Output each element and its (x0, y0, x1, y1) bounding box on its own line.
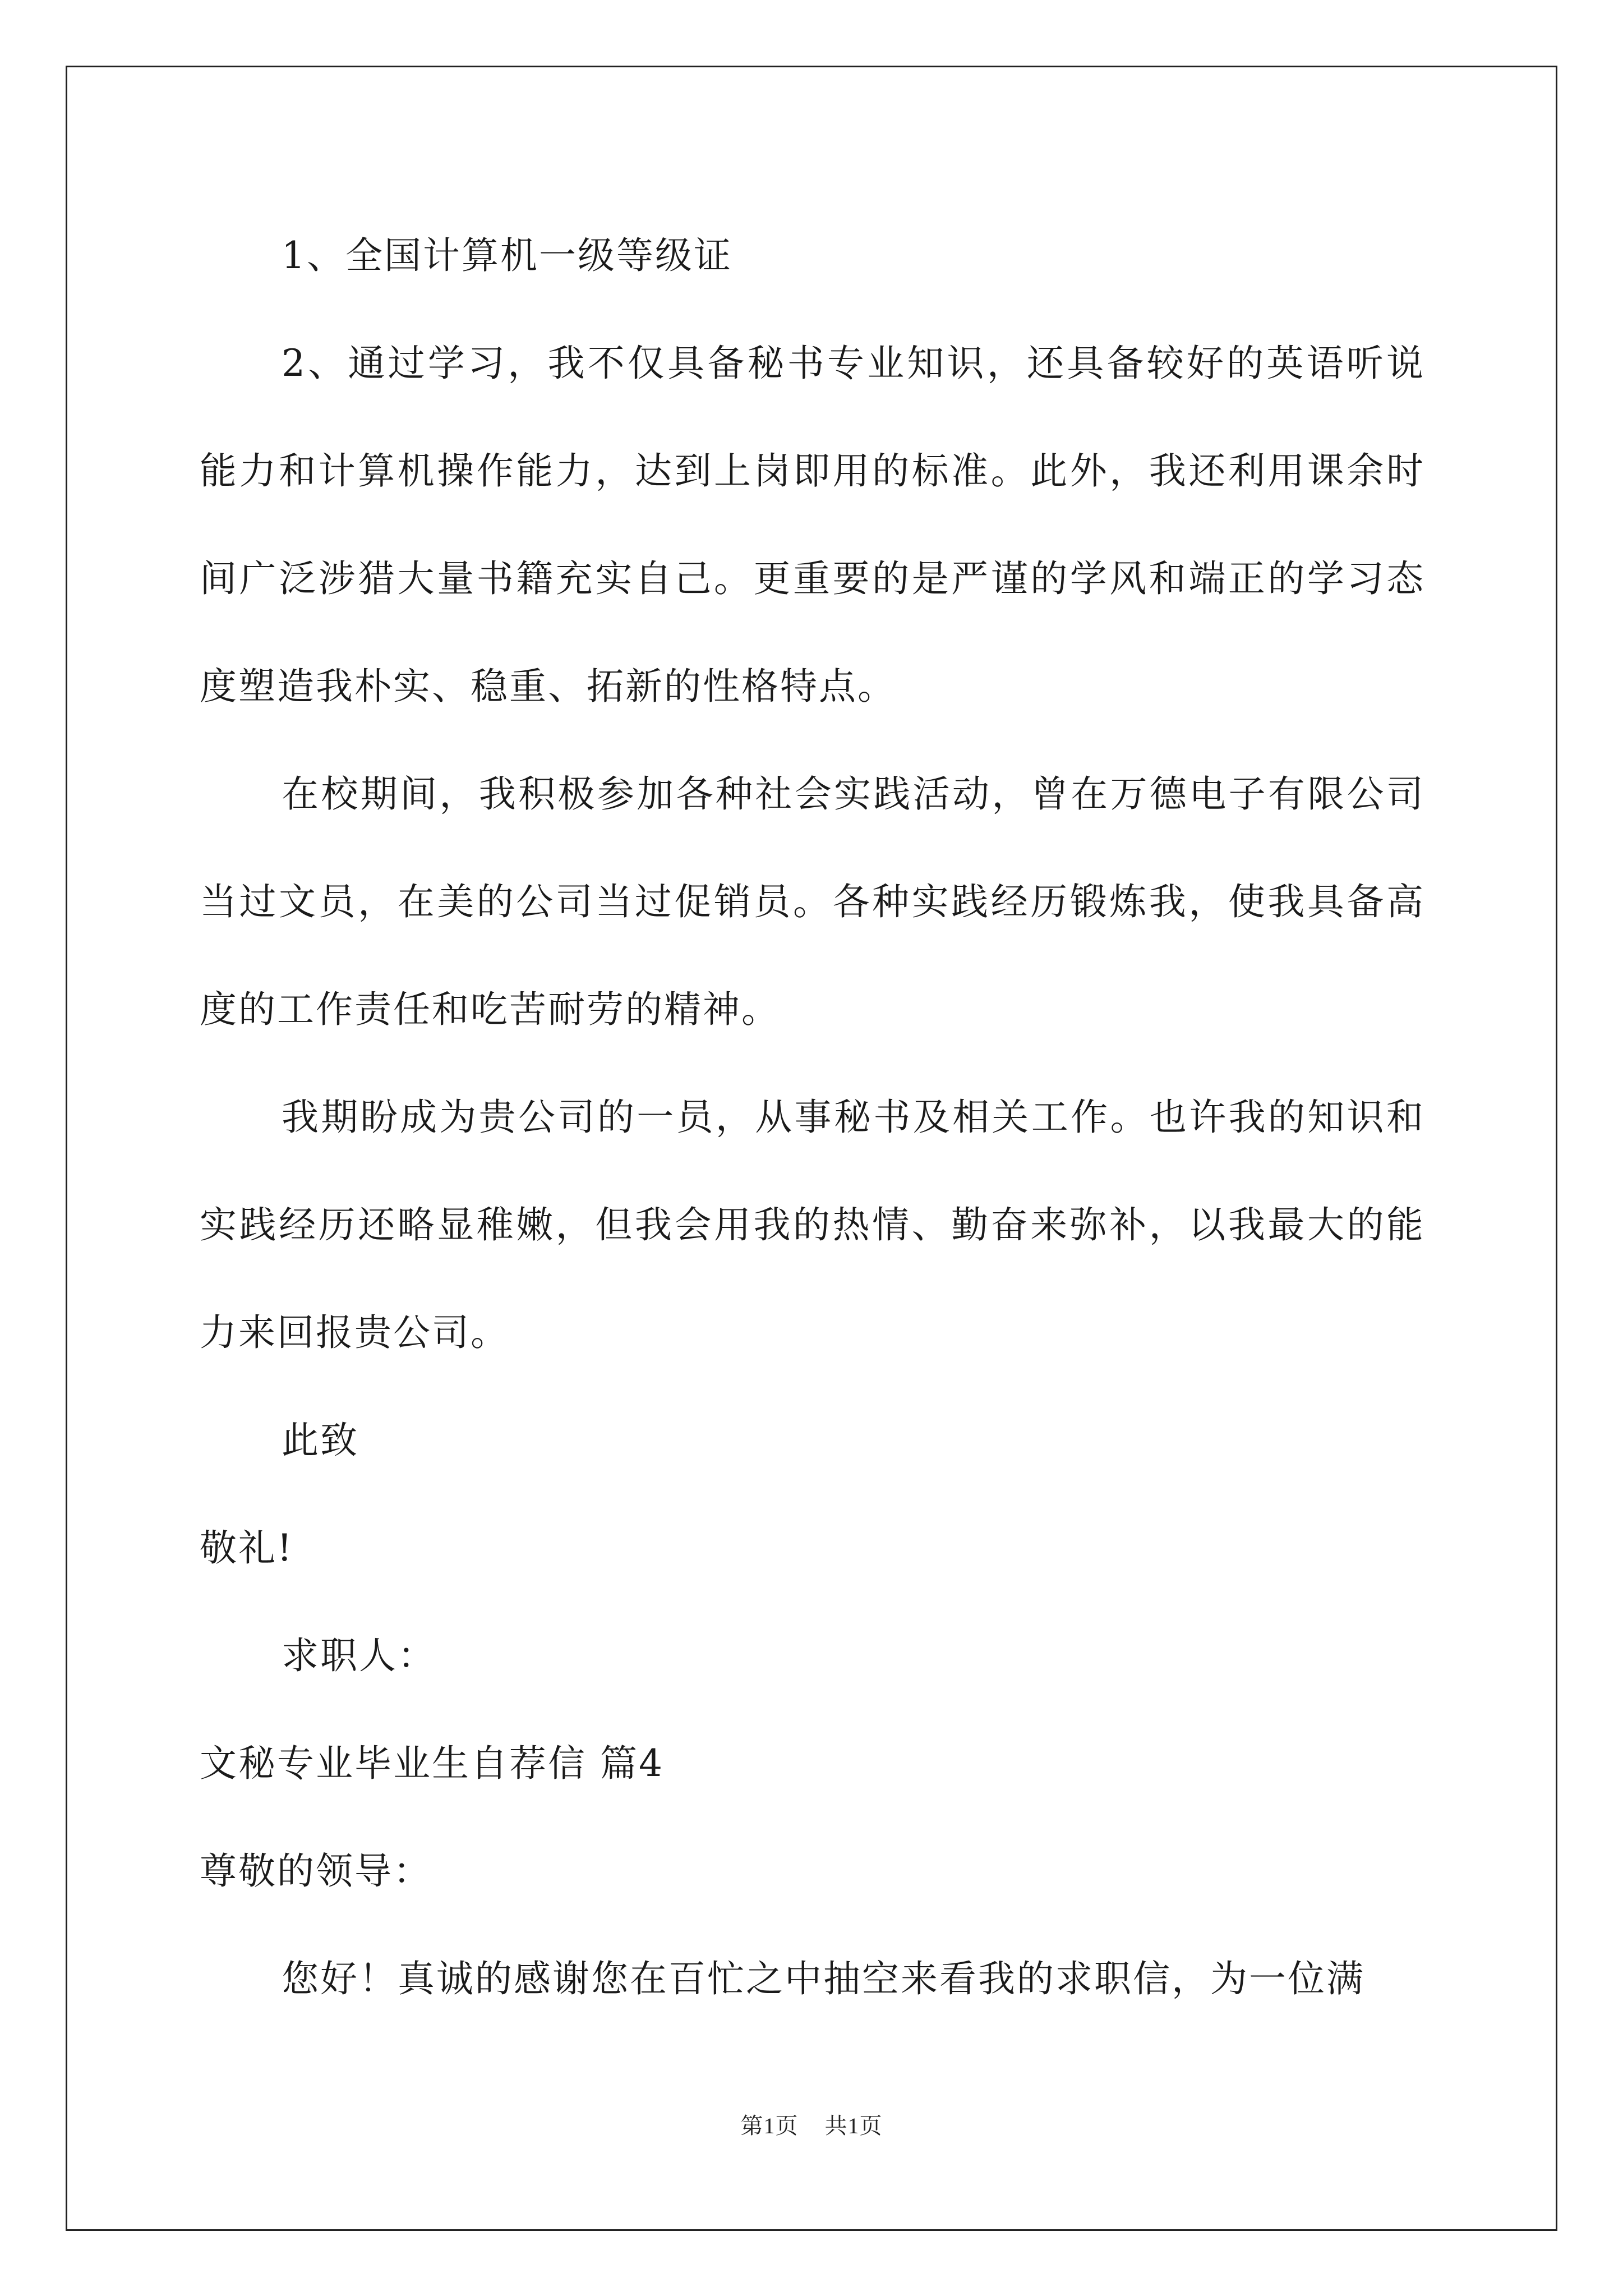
page-footer (0, 2108, 1623, 2140)
section-heading: 文秘专业毕业生自荐信 篇4 (200, 1742, 664, 1785)
closing-regards: 敬礼! (200, 1526, 294, 1570)
paragraph-aspiration: 我期盼成为贵公司的一员，从事秘书及相关工作。也许我的知识和实践经历还略显稚嫩，但我会用我的热情、勤奋来弥补，以我最大的能力来回报贵公司。 (200, 1096, 1425, 1354)
page-number: 第1页 (740, 2113, 799, 2138)
paragraph-cert: 1、全国计算机一级等级证 (282, 234, 732, 277)
greeting: 尊敬的领导： (200, 1849, 432, 1893)
paragraph-opening: 您好！真诚的感谢您在百忙之中抽空来看我的求职信，为一位满 (282, 1957, 1365, 2000)
paragraph-study: 2、通过学习，我不仅具备秘书专业知识，还具备较好的英语听说能力和计算机操作能力，达到上岗即用的标准。此外，我还利用课余时间广泛涉猎大量书籍充实自己。更重要的是严谨的学风和端正的学习态度塑造我朴实、稳重、拓新的性格特点。 (200, 342, 1425, 708)
page-total: 共1页 (824, 2113, 883, 2138)
paragraph-practice: 在校期间，我积极参加各种社会实践活动，曾在万德电子有限公司当过文员，在美的公司当过促销员。各种实践经历锻炼我，使我具备高度的工作责任和吃苦耐劳的精神。 (200, 772, 1425, 1031)
signature-label: 求职人： (282, 1634, 436, 1677)
document-body (200, 202, 1425, 2033)
closing-salutation: 此致 (282, 1419, 359, 1462)
